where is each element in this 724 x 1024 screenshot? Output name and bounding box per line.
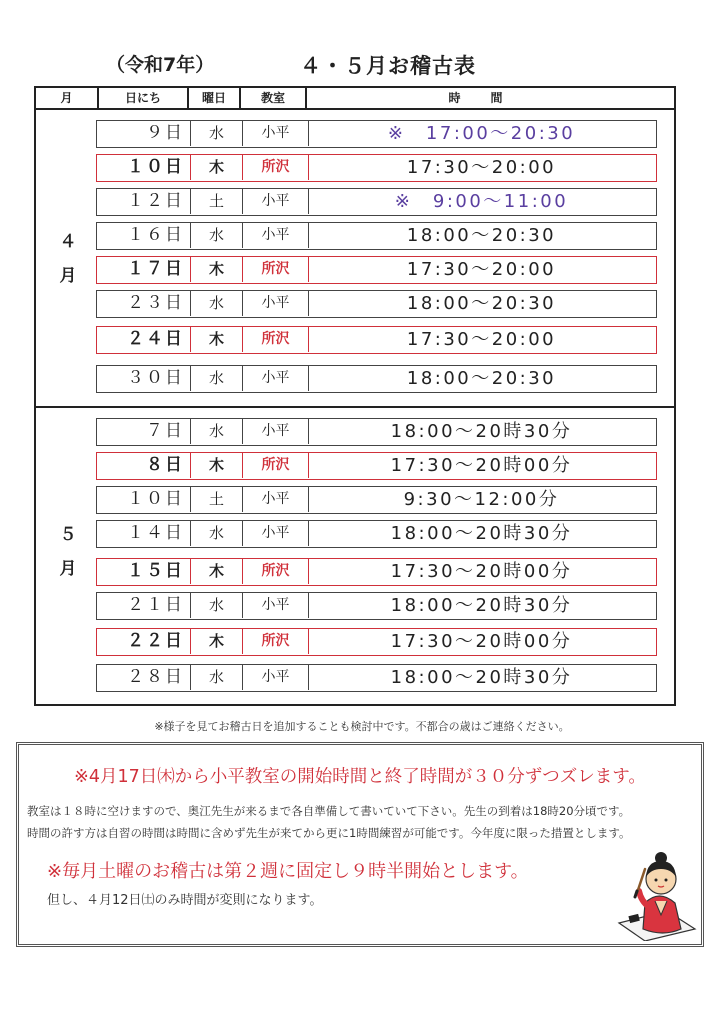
era-label: （令和7年） [106, 54, 215, 76]
notice-box [16, 742, 704, 947]
row-room: 所沢 [243, 629, 309, 654]
row-weekday: 水 [191, 665, 243, 690]
row-room: 所沢 [243, 257, 309, 282]
row-weekday: 土 [191, 487, 243, 512]
row-time: 18:00〜20時30分 [390, 667, 573, 688]
calligraphy-child-icon [615, 845, 699, 941]
row-date: １６日 [97, 223, 191, 248]
row-weekday: 土 [191, 189, 243, 214]
row-room: 小平 [243, 593, 309, 618]
notice-text-line-1: 教室は１８時に空けますので、奥江先生が来るまで各自準備して書いていて下さい。先生の到着は18時20分頃です。 [27, 804, 631, 818]
row-time: ※ 9:00〜11:00 [394, 191, 569, 212]
row-date: １４日 [97, 521, 191, 546]
row-weekday: 木 [191, 559, 243, 584]
table-row [96, 486, 657, 514]
row-time: 18:00〜20:30 [406, 225, 557, 246]
page-title: ４・５月お稽古表 [300, 54, 476, 78]
note-mark: ※ [387, 123, 406, 144]
row-time: 9:30〜12:00分 [403, 489, 560, 510]
row-room: 小平 [243, 665, 309, 690]
schedule-table [34, 86, 676, 706]
table-row [96, 222, 657, 250]
row-time: 17:30〜20時00分 [390, 455, 573, 476]
row-weekday: 木 [191, 453, 243, 478]
table-row [96, 520, 657, 548]
row-room: 小平 [243, 487, 309, 512]
row-date: １２日 [97, 189, 191, 214]
row-date: ２８日 [97, 665, 191, 690]
row-weekday: 木 [191, 257, 243, 282]
row-weekday: 水 [191, 593, 243, 618]
table-row [96, 592, 657, 620]
row-date: ２１日 [97, 593, 191, 618]
row-room: 小平 [243, 366, 309, 391]
table-header [36, 88, 674, 110]
row-weekday: 水 [191, 291, 243, 316]
row-room: 所沢 [243, 559, 309, 584]
footnote: ※様子を見てお稽古日を追加することも検討中です。不都合の歳はご連絡ください。 [154, 720, 570, 733]
row-time: 18:00〜20時30分 [390, 595, 573, 616]
row-date: １５日 [97, 559, 191, 584]
row-room: 小平 [243, 189, 309, 214]
header-room: 教室 [241, 88, 307, 108]
table-row [96, 326, 657, 354]
row-weekday: 水 [191, 366, 243, 391]
row-date: １０日 [97, 487, 191, 512]
row-weekday: 木 [191, 629, 243, 654]
table-row [96, 120, 657, 148]
row-date: ２４日 [97, 327, 191, 352]
table-row [96, 664, 657, 692]
row-date: １０日 [97, 155, 191, 180]
row-time: 17:30〜20:00 [406, 157, 557, 178]
notice-text-line-2: 時間の許す方は自習の時間は時間に含めず先生が来てから更に1時間練習が可能です。今年度に限った措置とします。 [27, 826, 631, 840]
header-time: 時間 [448, 91, 533, 105]
table-row [96, 154, 657, 182]
note-mark: ※ [394, 191, 413, 212]
month-label-may: ５月 [59, 525, 77, 579]
row-date: ７日 [97, 419, 191, 444]
month-divider [36, 406, 674, 408]
row-room: 所沢 [243, 327, 309, 352]
row-time: 17:30〜20:00 [406, 329, 557, 350]
row-date: ８日 [97, 453, 191, 478]
row-weekday: 木 [191, 155, 243, 180]
header-month: 月 [36, 88, 99, 108]
row-room: 小平 [243, 223, 309, 248]
table-row [96, 290, 657, 318]
row-room: 所沢 [243, 453, 309, 478]
table-row [96, 256, 657, 284]
notice-heading-saturday: ※毎月土曜のお稽古は第２週に固定し９時半開始とします。 [47, 861, 529, 882]
row-date: １７日 [97, 257, 191, 282]
table-row [96, 628, 657, 656]
row-weekday: 木 [191, 327, 243, 352]
row-time: 18:00〜20時30分 [390, 523, 573, 544]
row-room: 小平 [243, 521, 309, 546]
row-room: 所沢 [243, 155, 309, 180]
row-time: 18:00〜20:30 [406, 368, 557, 389]
header-date: 日にち [99, 88, 189, 108]
row-weekday: 水 [191, 419, 243, 444]
table-row [96, 365, 657, 393]
row-time: 18:00〜20:30 [406, 293, 557, 314]
notice-heading-time-shift: ※4月17日㈭から小平教室の開始時間と終了時間が３０分ずつズレます。 [74, 767, 646, 787]
row-time: 17:30〜20時00分 [390, 631, 573, 652]
row-weekday: 水 [191, 521, 243, 546]
row-time: 17:30〜20:00 [406, 259, 557, 280]
row-date: ２２日 [97, 629, 191, 654]
row-room: 小平 [243, 419, 309, 444]
row-room: 小平 [243, 121, 309, 146]
row-weekday: 水 [191, 121, 243, 146]
row-time: 17:30〜20時00分 [390, 561, 573, 582]
row-date: ２３日 [97, 291, 191, 316]
table-row [96, 188, 657, 216]
month-label-april: ４月 [59, 232, 77, 286]
row-weekday: 水 [191, 223, 243, 248]
row-room: 小平 [243, 291, 309, 316]
row-date: ９日 [97, 121, 191, 146]
row-time: 18:00〜20時30分 [390, 421, 573, 442]
header-weekday: 曜日 [189, 88, 241, 108]
row-date: ３０日 [97, 366, 191, 391]
table-row [96, 452, 657, 480]
row-time: ※ 17:00〜20:30 [387, 123, 576, 144]
notice-text-exception: 但し、４月12日㈯のみ時間が変則になります。 [47, 893, 323, 908]
table-row [96, 558, 657, 586]
table-row [96, 418, 657, 446]
